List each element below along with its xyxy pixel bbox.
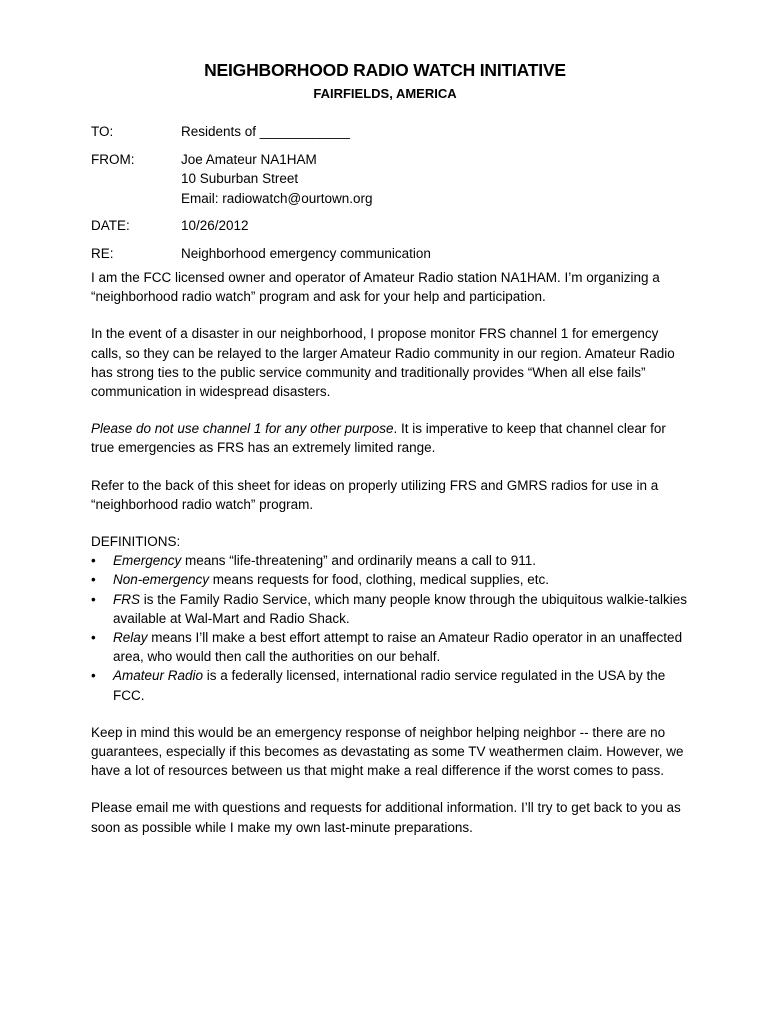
memo-date-label: DATE: [91, 218, 130, 233]
bullet-icon: • [91, 668, 96, 684]
memo-re-value: Neighborhood emergency communication [181, 245, 431, 261]
memo-date-value: 10/26/2012 [181, 218, 249, 233]
memo-from-value [181, 150, 691, 209]
definition-item [91, 628, 691, 666]
memo-to-row [91, 122, 691, 142]
paragraph-channel-warning [91, 419, 691, 457]
memo-header [91, 122, 691, 271]
definition-term: Relay [113, 630, 148, 646]
letter-body [91, 268, 691, 855]
channel-warning-emphasis: Please do not use channel 1 for any other purpose [91, 421, 394, 437]
bullet-icon: • [91, 630, 96, 646]
memo-re-row [91, 244, 691, 264]
definition-term: FRS [113, 591, 140, 607]
definitions-list [91, 551, 691, 705]
definitions-heading: DEFINITIONS: [91, 534, 181, 550]
definition-text: means I’ll make a best effort attempt to raise an Amateur Radio operator in an unaffected area, who would then call the authorities on our behalf. [113, 630, 683, 665]
memo-to-label: TO: [91, 124, 114, 139]
channel-warning-rest: . It is imperative to keep that channel clear for true emergencies as FRS has an extremely limited range. [91, 421, 666, 456]
memo-from-email: Email: radiowatch@ourtown.org [181, 190, 373, 206]
definition-item [91, 551, 691, 570]
memo-re-label: RE: [91, 245, 114, 261]
document-title: NEIGHBORHOOD RADIO WATCH INITIATIVE [204, 60, 566, 80]
definition-term: Non-emergency [113, 572, 210, 588]
memo-date-row [91, 216, 691, 236]
bullet-icon: • [91, 553, 96, 569]
paragraph-refer-back: Refer to the back of this sheet for ideas on properly utilizing FRS and GMRS radios for use in a “neighborhood radio watch” program. [91, 477, 659, 512]
paragraph-disclaimer: Keep in mind this would be an emergency response of neighbor helping neighbor -- there are no guarantees, especially if this becomes as devastating as some TV weathermen claim. However, we have a lot of resources between us that might make a real difference if the worst comes to pass. [91, 724, 684, 779]
definition-term: Amateur Radio [113, 668, 204, 684]
paragraph-contact: Please email me with questions and requests for additional information. I’ll try to get back to you as soon as possible while I make my own last-minute preparations. [91, 800, 681, 835]
memo-from-row [91, 150, 691, 209]
memo-from-name: Joe Amateur NA1HAM [181, 151, 317, 167]
definition-text: means “life-threatening” and ordinarily means a call to 911. [181, 553, 536, 569]
definition-text: is a federally licensed, international radio service regulated in the USA by the FCC. [113, 668, 666, 703]
paragraph-proposal: In the event of a disaster in our neighborhood, I propose monitor FRS channel 1 for emergency calls, so they can be relayed to the larger Amateur Radio community in our region. Amateur Radio has strong ties to the public service community and traditionally provides “When all else fails” communication in widespread disasters. [91, 326, 675, 400]
memo-to-value: Residents of ____________ [181, 124, 350, 139]
paragraph-intro: I am the FCC licensed owner and operator of Amateur Radio station NA1HAM. I’m organizing a “neighborhood radio watch” program and ask for your help and participation. [91, 270, 660, 305]
definition-text: means requests for food, clothing, medical supplies, etc. [209, 572, 549, 588]
definition-item [91, 570, 691, 589]
definition-item [91, 590, 691, 628]
definition-term: Emergency [113, 553, 182, 569]
bullet-icon: • [91, 572, 96, 588]
bullet-icon: • [91, 591, 96, 607]
document-subtitle: FAIRFIELDS, AMERICA [313, 86, 457, 101]
memo-from-label: FROM: [91, 151, 135, 167]
definition-text: is the Family Radio Service, which many people know through the ubiquitous walkie-talkies available at Wal-Mart and Radio Shack. [113, 591, 688, 626]
memo-from-street: 10 Suburban Street [181, 171, 299, 186]
definition-item [91, 666, 691, 704]
